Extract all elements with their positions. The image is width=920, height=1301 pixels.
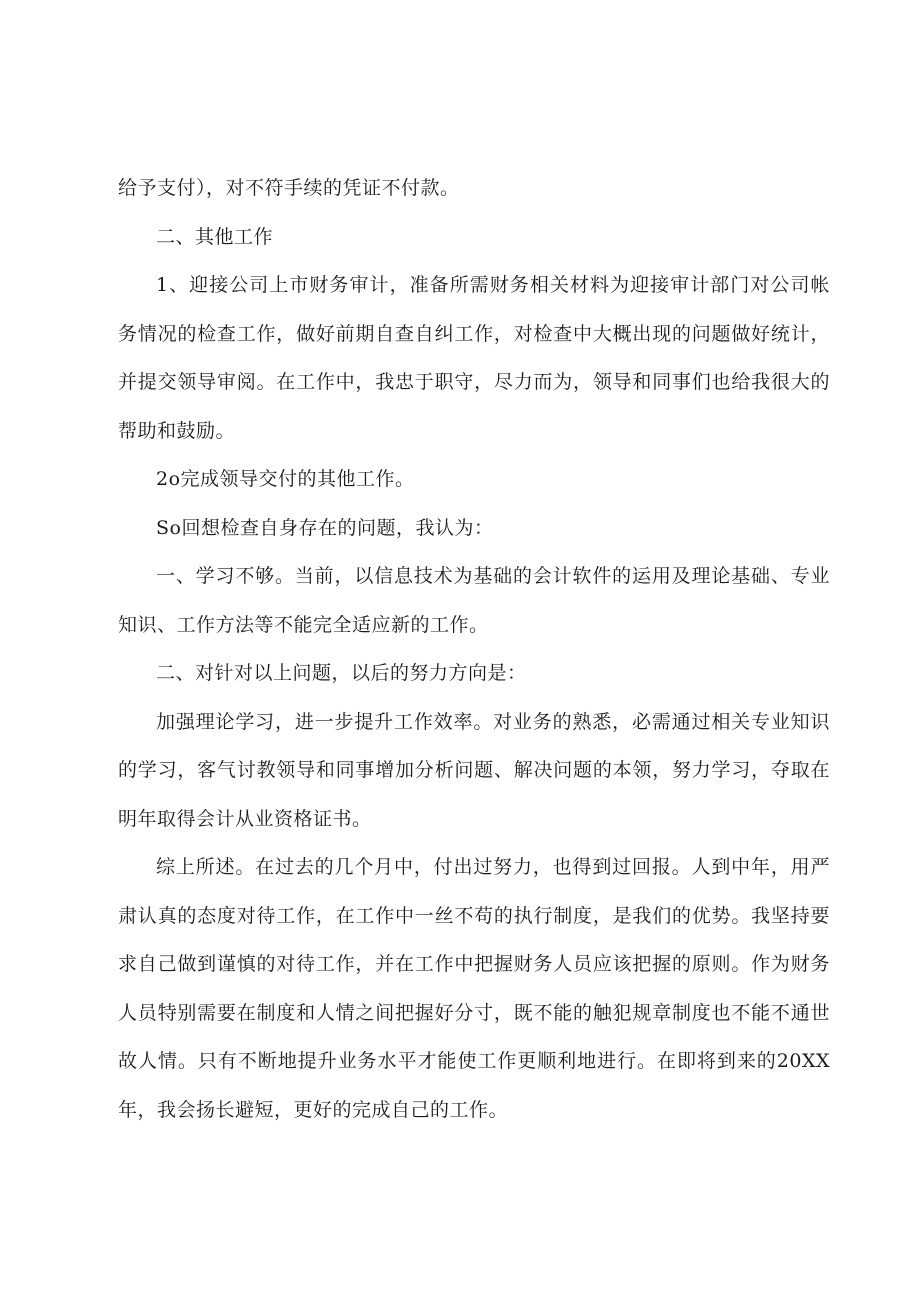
paragraph-self-review: So回想检查自身存在的问题，我认为： — [156, 516, 494, 539]
paragraph-other-tasks: 2o完成领导交付的其他工作。 — [156, 468, 415, 490]
paragraph-payment-rule: 给予支付），对不符手续的凭证不付款。 — [118, 177, 460, 199]
paragraph-learning-gap: 一、学习不够。当前，以信息技术为基础的会计软件的运用及理论基础、专业知识、工作方法等不能完全适应新的工作。 — [118, 565, 830, 636]
paragraph-audit: 1、迎接公司上市财务审计，准备所需财务相关材料为迎接审计部门对公司帐务情况的检查工作，做好前期自查自纠工作，对检查中大概出现的问题做好统计，并提交领导审阅。在工作中，我忠于职守，尽力而为，领导和同事们也给我很大的帮助和鼓励。 — [118, 274, 830, 442]
paragraph-future-direction: 二、对针对以上问题，以后的努力方向是： — [156, 662, 527, 684]
paragraph-strengthen-study: 加强理论学习，进一步提升工作效率。对业务的熟悉，必需通过相关专业知识的学习，客气讨教领导和同事增加分析问题、解决问题的本领，努力学习，夺取在明年取得会计从业资格证书。 — [118, 710, 830, 830]
document-body — [118, 164, 830, 1134]
heading-other-work: 二、其他工作 — [156, 225, 274, 248]
paragraph-summary: 综上所述。在过去的几个月中，付出过努力，也得到过回报。人到中年，用严肃认真的态度对待工作，在工作中一丝不苟的执行制度，是我们的优势。我坚持要求自己做到谨慎的对待工作，并在工作中把握财务人员应该把握的原则。作为财务人员特别需要在制度和人情之间把握好分寸，既不能的触犯规章制度也不能不通世故人情。只有不断地提升业务水平才能使工作更顺利地进行。在即将到来的20XX年，我会扬长避短，更好的完成自己的工作。 — [118, 856, 830, 1121]
